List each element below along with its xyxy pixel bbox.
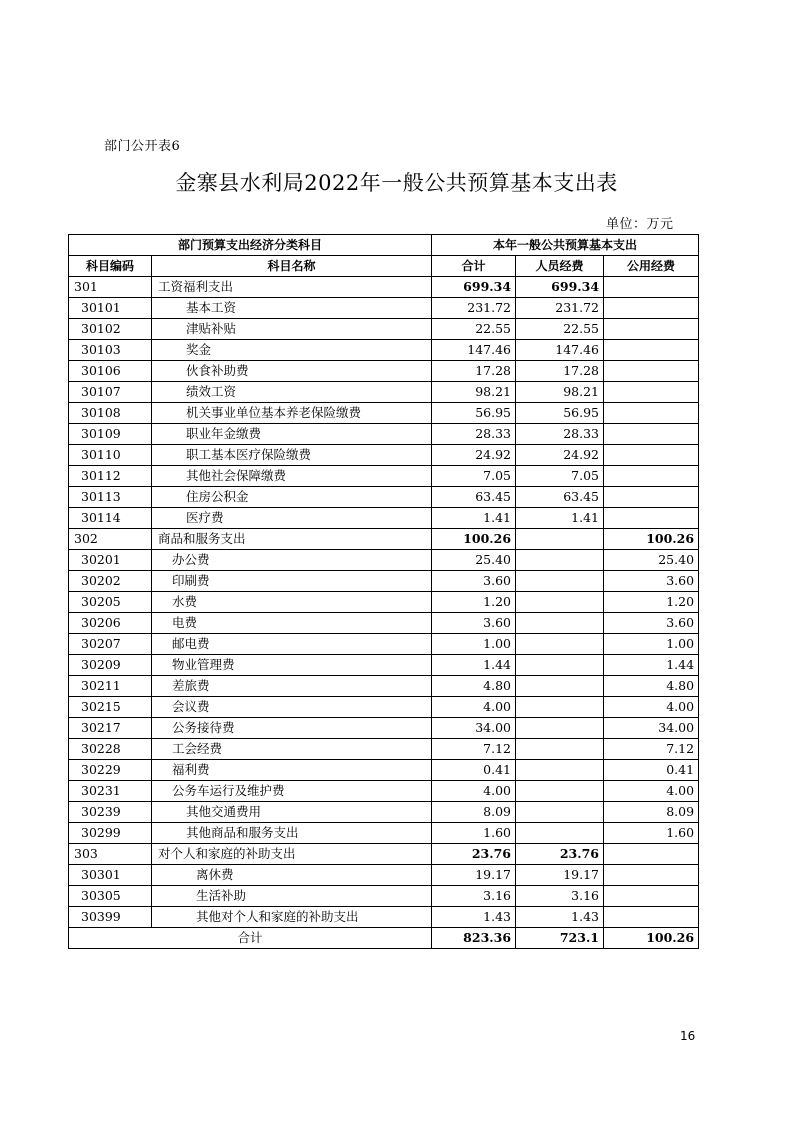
personnel-cost-cell: 231.72 — [516, 298, 604, 319]
table-row — [69, 340, 699, 361]
total-cell: 4.00 — [432, 697, 516, 718]
total-cell: 699.34 — [432, 277, 516, 298]
personnel-cost-cell: 1.41 — [516, 508, 604, 529]
table-group-header-row — [69, 235, 699, 256]
page-number: 16 — [680, 1029, 696, 1043]
public-cost-cell — [604, 886, 699, 907]
subject-code-cell: 30102 — [69, 319, 152, 340]
subject-code-cell: 303 — [69, 844, 152, 865]
table-row — [69, 655, 699, 676]
table-row — [69, 466, 699, 487]
subject-code-cell: 30207 — [69, 634, 152, 655]
header-total: 合计 — [432, 256, 516, 277]
personnel-cost-cell: 63.45 — [516, 487, 604, 508]
subject-name-cell: 会议费 — [152, 697, 432, 718]
subject-code-cell: 30109 — [69, 424, 152, 445]
total-cell: 1.20 — [432, 592, 516, 613]
personnel-cost-cell: 19.17 — [516, 865, 604, 886]
personnel-cost-cell — [516, 571, 604, 592]
subject-code-cell: 30101 — [69, 298, 152, 319]
subject-code-cell: 30202 — [69, 571, 152, 592]
table-row — [69, 886, 699, 907]
personnel-cost-cell: 28.33 — [516, 424, 604, 445]
subject-code-cell: 30217 — [69, 718, 152, 739]
table-row — [69, 361, 699, 382]
table-group-row — [69, 844, 699, 865]
subject-name-cell: 其他对个人和家庭的补助支出 — [152, 907, 432, 928]
table-row — [69, 487, 699, 508]
header-subject-name: 科目名称 — [152, 256, 432, 277]
personnel-cost-cell: 23.76 — [516, 844, 604, 865]
subject-name-cell: 邮电费 — [152, 634, 432, 655]
public-cost-cell — [604, 361, 699, 382]
subject-name-cell: 其他社会保障缴费 — [152, 466, 432, 487]
public-cost-cell — [604, 865, 699, 886]
public-cost-cell — [604, 844, 699, 865]
subject-name-cell: 物业管理费 — [152, 655, 432, 676]
table-row — [69, 508, 699, 529]
personnel-cost-cell — [516, 739, 604, 760]
subject-code-cell: 30231 — [69, 781, 152, 802]
subject-name-cell: 电费 — [152, 613, 432, 634]
subject-code-cell: 30107 — [69, 382, 152, 403]
subject-code-cell: 30399 — [69, 907, 152, 928]
total-personnel: 723.1 — [516, 928, 604, 949]
public-cost-cell: 1.00 — [604, 634, 699, 655]
table-body — [69, 277, 699, 928]
table-row — [69, 571, 699, 592]
total-cell: 3.16 — [432, 886, 516, 907]
subject-name-cell: 其他交通费用 — [152, 802, 432, 823]
table-group-row — [69, 529, 699, 550]
public-cost-cell: 25.40 — [604, 550, 699, 571]
header-classification-group: 部门预算支出经济分类科目 — [69, 235, 432, 256]
total-cell: 1.60 — [432, 823, 516, 844]
subject-code-cell: 30103 — [69, 340, 152, 361]
subject-name-cell: 职工基本医疗保险缴费 — [152, 445, 432, 466]
subject-code-cell: 301 — [69, 277, 152, 298]
subject-code-cell: 30205 — [69, 592, 152, 613]
public-cost-cell — [604, 508, 699, 529]
total-cell: 28.33 — [432, 424, 516, 445]
subject-name-cell: 福利费 — [152, 760, 432, 781]
total-cell: 56.95 — [432, 403, 516, 424]
public-cost-cell: 0.41 — [604, 760, 699, 781]
header-expenditure-group: 本年一般公共预算基本支出 — [432, 235, 699, 256]
personnel-cost-cell: 1.43 — [516, 907, 604, 928]
total-cell: 23.76 — [432, 844, 516, 865]
table-total-row — [69, 928, 699, 949]
subject-name-cell: 对个人和家庭的补助支出 — [152, 844, 432, 865]
document-title: 金寨县水利局2022年一般公共预算基本支出表 — [175, 171, 618, 195]
subject-name-cell: 离休费 — [152, 865, 432, 886]
personnel-cost-cell: 56.95 — [516, 403, 604, 424]
table-row — [69, 907, 699, 928]
table-row — [69, 697, 699, 718]
subject-code-cell: 30113 — [69, 487, 152, 508]
table-row — [69, 550, 699, 571]
personnel-cost-cell: 98.21 — [516, 382, 604, 403]
public-cost-cell — [604, 403, 699, 424]
table-row — [69, 319, 699, 340]
total-cell: 8.09 — [432, 802, 516, 823]
subject-name-cell: 津贴补贴 — [152, 319, 432, 340]
form-label: 部门公开表6 — [104, 139, 181, 154]
subject-name-cell: 职业年金缴费 — [152, 424, 432, 445]
total-cell: 231.72 — [432, 298, 516, 319]
total-cell: 7.05 — [432, 466, 516, 487]
subject-code-cell: 30110 — [69, 445, 152, 466]
total-public: 100.26 — [604, 928, 699, 949]
total-cell: 22.55 — [432, 319, 516, 340]
personnel-cost-cell — [516, 718, 604, 739]
table-row — [69, 802, 699, 823]
personnel-cost-cell: 17.28 — [516, 361, 604, 382]
public-cost-cell: 100.26 — [604, 529, 699, 550]
subject-name-cell: 生活补助 — [152, 886, 432, 907]
subject-name-cell: 奖金 — [152, 340, 432, 361]
total-cell: 1.41 — [432, 508, 516, 529]
personnel-cost-cell — [516, 760, 604, 781]
public-cost-cell: 3.60 — [604, 613, 699, 634]
total-cell: 63.45 — [432, 487, 516, 508]
subject-code-cell: 30112 — [69, 466, 152, 487]
table-row — [69, 634, 699, 655]
table-row — [69, 424, 699, 445]
personnel-cost-cell: 7.05 — [516, 466, 604, 487]
personnel-cost-cell — [516, 697, 604, 718]
table-row — [69, 865, 699, 886]
table-row — [69, 739, 699, 760]
budget-table — [68, 234, 699, 949]
subject-code-cell: 30106 — [69, 361, 152, 382]
personnel-cost-cell — [516, 592, 604, 613]
header-personnel-cost: 人员经费 — [516, 256, 604, 277]
public-cost-cell — [604, 382, 699, 403]
table-row — [69, 781, 699, 802]
total-cell: 4.80 — [432, 676, 516, 697]
subject-code-cell: 30206 — [69, 613, 152, 634]
personnel-cost-cell — [516, 823, 604, 844]
table-group-row — [69, 277, 699, 298]
total-cell: 147.46 — [432, 340, 516, 361]
personnel-cost-cell: 147.46 — [516, 340, 604, 361]
public-cost-cell: 1.44 — [604, 655, 699, 676]
subject-name-cell: 水费 — [152, 592, 432, 613]
subject-name-cell: 印刷费 — [152, 571, 432, 592]
personnel-cost-cell — [516, 781, 604, 802]
public-cost-cell — [604, 445, 699, 466]
subject-code-cell: 30108 — [69, 403, 152, 424]
total-cell: 100.26 — [432, 529, 516, 550]
subject-name-cell: 其他商品和服务支出 — [152, 823, 432, 844]
total-cell: 17.28 — [432, 361, 516, 382]
personnel-cost-cell — [516, 634, 604, 655]
total-cell: 4.00 — [432, 781, 516, 802]
personnel-cost-cell — [516, 550, 604, 571]
personnel-cost-cell: 24.92 — [516, 445, 604, 466]
header-subject-code: 科目编码 — [69, 256, 152, 277]
subject-code-cell: 30301 — [69, 865, 152, 886]
public-cost-cell: 4.00 — [604, 781, 699, 802]
public-cost-cell — [604, 907, 699, 928]
public-cost-cell: 3.60 — [604, 571, 699, 592]
table-row — [69, 592, 699, 613]
personnel-cost-cell — [516, 529, 604, 550]
subject-code-cell: 30211 — [69, 676, 152, 697]
public-cost-cell: 1.60 — [604, 823, 699, 844]
subject-code-cell: 30201 — [69, 550, 152, 571]
public-cost-cell: 4.00 — [604, 697, 699, 718]
public-cost-cell: 7.12 — [604, 739, 699, 760]
table-column-header-row — [69, 256, 699, 277]
table-row — [69, 718, 699, 739]
subject-name-cell: 工会经费 — [152, 739, 432, 760]
total-cell: 34.00 — [432, 718, 516, 739]
subject-name-cell: 公务车运行及维护费 — [152, 781, 432, 802]
subject-name-cell: 绩效工资 — [152, 382, 432, 403]
subject-name-cell: 住房公积金 — [152, 487, 432, 508]
personnel-cost-cell: 699.34 — [516, 277, 604, 298]
total-label: 合计 — [69, 928, 432, 949]
total-cell: 1.00 — [432, 634, 516, 655]
subject-name-cell: 基本工资 — [152, 298, 432, 319]
public-cost-cell: 1.20 — [604, 592, 699, 613]
public-cost-cell — [604, 424, 699, 445]
personnel-cost-cell: 3.16 — [516, 886, 604, 907]
subject-code-cell: 30299 — [69, 823, 152, 844]
public-cost-cell — [604, 298, 699, 319]
table-row — [69, 613, 699, 634]
public-cost-cell — [604, 340, 699, 361]
personnel-cost-cell — [516, 676, 604, 697]
total-cell: 24.92 — [432, 445, 516, 466]
subject-name-cell: 工资福利支出 — [152, 277, 432, 298]
table-row — [69, 403, 699, 424]
public-cost-cell: 8.09 — [604, 802, 699, 823]
total-sum: 823.36 — [432, 928, 516, 949]
subject-name-cell: 商品和服务支出 — [152, 529, 432, 550]
subject-code-cell: 302 — [69, 529, 152, 550]
table-row — [69, 676, 699, 697]
subject-name-cell: 公务接待费 — [152, 718, 432, 739]
personnel-cost-cell: 22.55 — [516, 319, 604, 340]
total-cell: 98.21 — [432, 382, 516, 403]
unit-label: 单位：万元 — [606, 217, 674, 232]
table-row — [69, 823, 699, 844]
total-cell: 3.60 — [432, 571, 516, 592]
subject-name-cell: 机关事业单位基本养老保险缴费 — [152, 403, 432, 424]
subject-code-cell: 30305 — [69, 886, 152, 907]
subject-code-cell: 30209 — [69, 655, 152, 676]
subject-code-cell: 30229 — [69, 760, 152, 781]
total-cell: 1.43 — [432, 907, 516, 928]
table-row — [69, 760, 699, 781]
subject-code-cell: 30239 — [69, 802, 152, 823]
personnel-cost-cell — [516, 613, 604, 634]
total-cell: 19.17 — [432, 865, 516, 886]
subject-code-cell: 30215 — [69, 697, 152, 718]
table-row — [69, 298, 699, 319]
public-cost-cell — [604, 277, 699, 298]
total-cell: 0.41 — [432, 760, 516, 781]
total-cell: 1.44 — [432, 655, 516, 676]
table-row — [69, 445, 699, 466]
header-public-cost: 公用经费 — [604, 256, 699, 277]
personnel-cost-cell — [516, 655, 604, 676]
total-cell: 7.12 — [432, 739, 516, 760]
total-cell: 25.40 — [432, 550, 516, 571]
table-row — [69, 382, 699, 403]
subject-name-cell: 医疗费 — [152, 508, 432, 529]
subject-code-cell: 30228 — [69, 739, 152, 760]
public-cost-cell — [604, 319, 699, 340]
public-cost-cell — [604, 466, 699, 487]
subject-name-cell: 差旅费 — [152, 676, 432, 697]
subject-name-cell: 伙食补助费 — [152, 361, 432, 382]
total-cell: 3.60 — [432, 613, 516, 634]
public-cost-cell: 34.00 — [604, 718, 699, 739]
subject-code-cell: 30114 — [69, 508, 152, 529]
subject-name-cell: 办公费 — [152, 550, 432, 571]
public-cost-cell: 4.80 — [604, 676, 699, 697]
personnel-cost-cell — [516, 802, 604, 823]
public-cost-cell — [604, 487, 699, 508]
